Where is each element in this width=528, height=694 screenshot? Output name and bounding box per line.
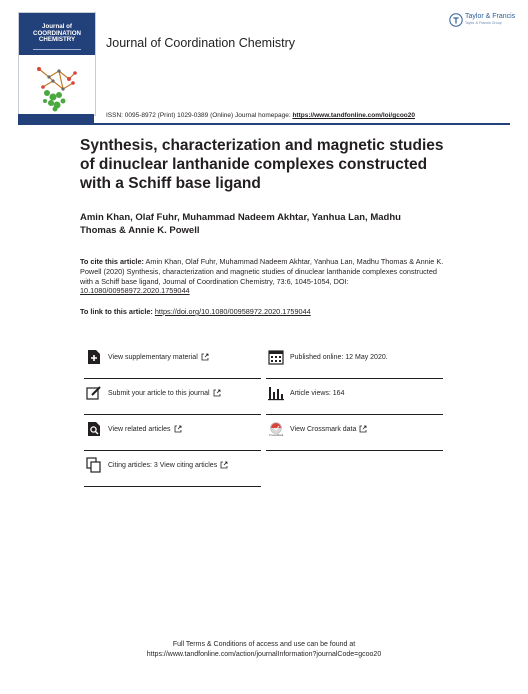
- footer-terms-link[interactable]: https://www.tandfonline.com/action/journalInformation?journalCode=gcoo20: [146, 650, 382, 658]
- external-link-icon: [201, 353, 209, 361]
- footer-terms-text: Full Terms & Conditions of access and use can be found at: [172, 641, 356, 648]
- link-line: [80, 307, 311, 316]
- citation-label: To cite this article:: [80, 257, 144, 266]
- cover-title: [19, 24, 95, 44]
- related-articles-item[interactable]: [86, 415, 182, 443]
- pencil-edit-icon: [86, 385, 102, 401]
- cover-title-line1: Journal of: [42, 23, 72, 30]
- external-link-icon: [359, 425, 367, 433]
- external-link-icon: [174, 425, 182, 433]
- citing-articles-label: Citing articles: 3 View citing articles: [108, 461, 218, 469]
- supplementary-material-label: View supplementary material: [108, 353, 198, 361]
- journal-title[interactable]: Journal of Coordination Chemistry: [106, 36, 295, 50]
- bar-chart-icon: [268, 385, 284, 401]
- copy-documents-icon: [86, 457, 102, 473]
- link-label: To link to this article:: [80, 307, 155, 316]
- article-views-item: [268, 379, 344, 407]
- cover-bottom-strip: [18, 114, 94, 123]
- citation-text: Amin Khan, Olaf Fuhr, Muhammad Nadeem Akhtar, Yanhua Lan, Madhu Thomas & Annie K. Powell (2020) Synthesis, characterization and magnetic studies of dinuclear lanthanide complexes constructed with a Schiff base ligand, Journal of Coordination Chemistry, 73:6, 1045-1054, DOI:: [80, 257, 444, 286]
- footer: [0, 640, 528, 659]
- published-online-label: Published online: 12 May 2020.: [290, 353, 388, 361]
- external-link-icon: [220, 461, 228, 469]
- article-authors: Amin Khan, Olaf Fuhr, Muhammad Nadeem Akhtar, Yanhua Lan, Madhu Thomas & Annie K. Powell: [80, 212, 401, 236]
- submit-article-item[interactable]: [86, 379, 221, 407]
- supplementary-material-item[interactable]: [86, 343, 209, 371]
- crossmark-label: View Crossmark data: [290, 425, 357, 433]
- plus-document-icon: [86, 349, 102, 365]
- crossmark-icon-text: CrossMark: [268, 432, 284, 437]
- crossmark-item[interactable]: [268, 415, 367, 443]
- issn-text: ISSN: 0095-8972 (Print) 1029-0389 (Online) Journal homepage:: [106, 112, 293, 119]
- published-online-item: [268, 343, 388, 371]
- external-link-icon: [213, 389, 221, 397]
- cover-rule: [33, 49, 81, 50]
- divider: [266, 450, 443, 451]
- cover-title-line2: COORDINATION: [32, 29, 81, 37]
- related-articles-label: View related articles: [108, 425, 171, 433]
- citation-block: [80, 257, 444, 296]
- journal-cover-thumbnail: [18, 12, 96, 116]
- taylor-francis-logo-icon[interactable]: [449, 13, 463, 27]
- publisher-tagline: Taylor & Francis Group: [465, 21, 502, 25]
- header-rule: [18, 123, 510, 125]
- article-views-label: Article views: 164: [290, 389, 345, 397]
- doi-url-link[interactable]: https://doi.org/10.1080/00958972.2020.1759044: [154, 307, 311, 316]
- crossmark-icon: [268, 421, 284, 437]
- cover-title-line3: CHEMISTRY: [38, 36, 76, 44]
- submit-article-label: Submit your article to this journal: [108, 389, 210, 397]
- journal-homepage-link[interactable]: https://www.tandfonline.com/loi/gcoo20: [292, 112, 415, 119]
- citing-articles-item[interactable]: [86, 451, 228, 479]
- divider: [84, 486, 261, 487]
- document-search-icon: [86, 421, 102, 437]
- publisher-name: Taylor & Francis: [465, 13, 516, 20]
- issn-line: [106, 112, 415, 119]
- doi-link[interactable]: 10.1080/00958972.2020.1759044: [80, 286, 190, 296]
- article-title: Synthesis, characterization and magnetic studies of dinuclear lanthanide complexes constructed with a Schiff base ligand: [80, 137, 444, 192]
- molecule-illustration: [33, 57, 81, 113]
- calendar-icon: [268, 349, 284, 365]
